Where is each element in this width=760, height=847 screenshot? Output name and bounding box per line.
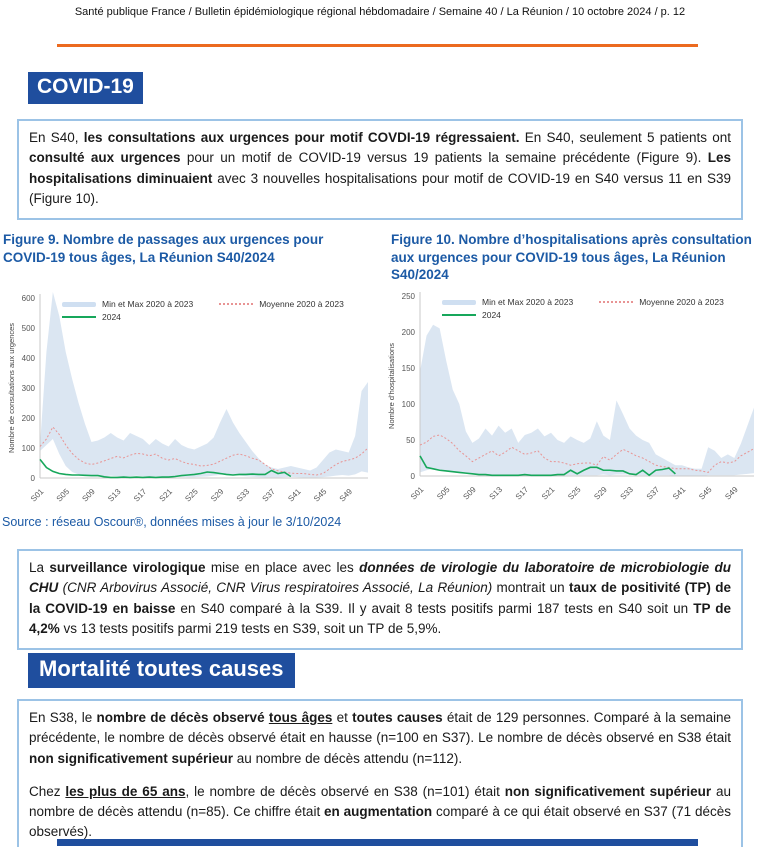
legend-2024-label: 2024 [102, 311, 121, 322]
figure9-chart [6, 292, 372, 514]
svg-text:S45: S45 [311, 487, 329, 504]
svg-text:S45: S45 [697, 485, 714, 502]
svg-text:S01: S01 [28, 487, 46, 504]
svg-text:600: 600 [21, 294, 35, 303]
svg-text:S17: S17 [513, 485, 531, 502]
svg-text:S21: S21 [539, 485, 557, 502]
virology-paragraph: La surveillance virologique mise en place avec les données de virologie du laboratoire de microbiologie du CHU (CNR Arbovirus Associé, CNR Virus respiratoires Associé, La Réunion) montrait un taux de positivité (TP) de la COVID-19 en baisse en S40 comparé à la S39. Il y avait 8 tests positifs parmi 187 tests en S40 soit un TP de 4,2% vs 13 tests positifs parmi 219 tests en S39, soit un TP de 5,9%. [29, 560, 732, 636]
legend-item-minmax [62, 300, 193, 309]
svg-text:Nombre de consultations aux ur: Nombre de consultations aux urgences [7, 322, 16, 454]
mortality-paragraph-1: En S38, le nombre de décès observé tous âges et toutes causes était de 129 personnes. Comparé à la semaine précédente, le nombre de décès observé était en hausse (n=100 en S37). Le nombre de décès observé en S38 était non significativement supérieur au nombre de décès attendu (n=112). [29, 710, 731, 766]
svg-text:S25: S25 [566, 485, 583, 502]
minmax-band-swatch [62, 302, 96, 307]
svg-text:S49: S49 [723, 485, 740, 502]
svg-text:S29: S29 [592, 485, 609, 502]
current-line-swatch [442, 314, 476, 316]
figure9-legend [62, 300, 344, 321]
legend-mean-label: Moyenne 2020 à 2023 [259, 299, 344, 309]
figure10-chart [386, 290, 758, 512]
mean-line-swatch [599, 301, 633, 303]
svg-text:200: 200 [21, 414, 35, 423]
svg-text:S25: S25 [183, 487, 200, 504]
legend-item-mean [599, 298, 724, 307]
svg-text:S37: S37 [260, 487, 277, 504]
svg-text:250: 250 [401, 292, 415, 301]
svg-text:S05: S05 [54, 487, 72, 504]
legend-item-mean [219, 300, 344, 309]
svg-text:S01: S01 [408, 485, 426, 502]
svg-text:100: 100 [401, 400, 415, 409]
svg-text:400: 400 [21, 354, 35, 363]
svg-text:Nombre d’hospitalisations: Nombre d’hospitalisations [387, 343, 396, 429]
svg-text:100: 100 [21, 444, 35, 453]
minmax-band-swatch [442, 300, 476, 305]
svg-text:50: 50 [406, 436, 415, 445]
svg-text:500: 500 [21, 324, 35, 333]
page-header: Santé publique France / Bulletin épidémiologique régional hébdomadaire / Semaine 40 / La Réunion / 10 octobre 2024 / p. 12 [74, 6, 686, 18]
mortality-section-banner: Mortalité toutes causes [28, 653, 295, 688]
covid-section-banner: COVID-19 [28, 72, 143, 104]
covid-summary-box [17, 119, 743, 220]
legend-mean-label: Moyenne 2020 à 2023 [639, 297, 724, 307]
mean-line-swatch [219, 303, 253, 305]
svg-text:S13: S13 [106, 487, 123, 504]
legend-2024-label: 2024 [482, 309, 501, 320]
current-line-swatch [62, 316, 96, 318]
virology-box [17, 549, 743, 650]
svg-text:S41: S41 [670, 485, 688, 502]
svg-text:S09: S09 [80, 487, 97, 504]
legend-item-2024 [62, 313, 121, 322]
svg-text:S33: S33 [618, 485, 635, 502]
legend-minmax-label: Min et Max 2020 à 2023 [102, 299, 194, 309]
svg-text:300: 300 [21, 384, 35, 393]
source-note: Source : réseau Oscour®, données mises à jour le 3/10/2024 [2, 515, 342, 529]
svg-text:0: 0 [410, 472, 415, 481]
figure9-title: Figure 9. Nombre de passages aux urgences pour COVID-19 tous âges, La Réunion S40/2024 [3, 232, 324, 265]
svg-text:S21: S21 [157, 487, 175, 504]
legend-item-minmax [442, 298, 573, 307]
mortality-box [17, 699, 743, 847]
legend-minmax-label: Min et Max 2020 à 2023 [482, 297, 574, 307]
svg-text:S09: S09 [461, 485, 478, 502]
top-divider-rule [57, 44, 698, 47]
footer-bar [57, 839, 698, 846]
mortality-paragraph-2: Chez les plus de 65 ans, le nombre de décès observé en S38 (n=101) était non significativement supérieur au nombre de décès attendu (n=85). Ce chiffre était en augmentation comparé à ce qui était observé en S37 (71 décès observés). [29, 783, 731, 840]
svg-text:S05: S05 [435, 485, 452, 502]
svg-text:S17: S17 [131, 487, 149, 504]
legend-item-2024 [442, 311, 501, 320]
svg-text:S13: S13 [487, 485, 505, 502]
svg-text:S29: S29 [209, 487, 226, 504]
svg-text:200: 200 [401, 328, 415, 337]
svg-text:S33: S33 [234, 487, 252, 504]
svg-text:S49: S49 [337, 487, 355, 504]
covid-summary-paragraph: En S40, les consultations aux urgences pour motif COVDI-19 régressaient. En S40, seulement 5 patients ont consulté aux urgences pour un motif de COVID-19 versus 19 patients la semaine précédente (Figure 9). Les hospitalisations diminuaient avec 3 nouvelles hospitalisations pour motif de COVID-19 en S40 versus 11 en S39 (Figure 10). [29, 130, 731, 206]
svg-text:150: 150 [401, 364, 415, 373]
svg-text:0: 0 [30, 474, 35, 483]
svg-text:S41: S41 [286, 487, 303, 504]
figure10-title: Figure 10. Nombre d’hospitalisations après consultation aux urgences pour COVID-19 tous âges, La Réunion S40/2024 [391, 232, 752, 283]
figure10-legend [442, 298, 724, 319]
svg-text:S37: S37 [644, 485, 662, 502]
